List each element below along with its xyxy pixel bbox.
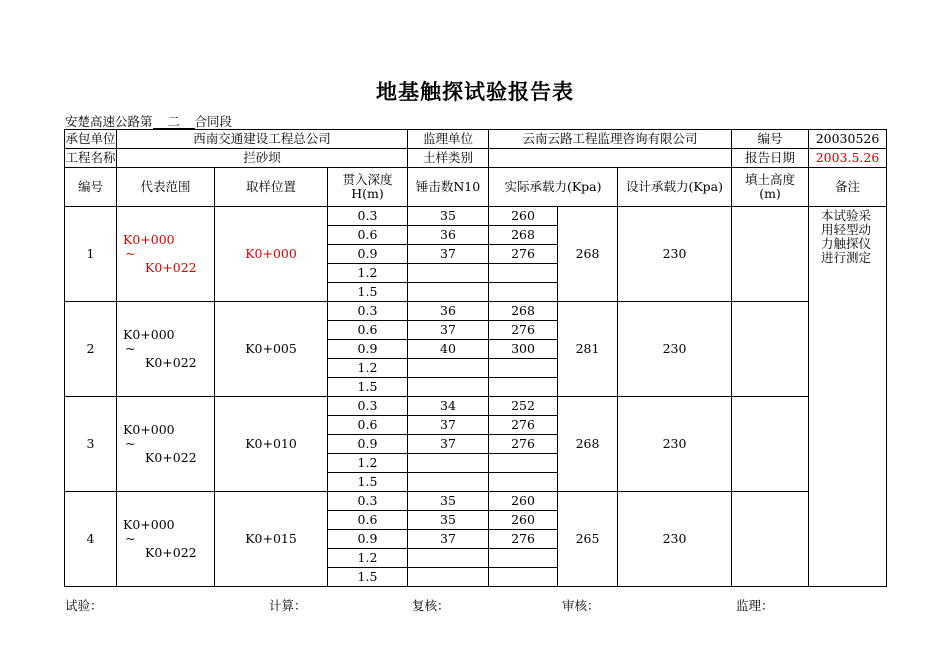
actual-bearing: 268 xyxy=(558,207,618,302)
measurement-row xyxy=(65,397,887,416)
bearing-cell xyxy=(489,473,558,492)
depth-cell: 0.6 xyxy=(328,321,408,340)
actual-bearing: 281 xyxy=(558,302,618,397)
bearing-cell xyxy=(489,454,558,473)
depth-cell: 1.2 xyxy=(328,549,408,568)
header-range: 代表范围 xyxy=(117,168,215,207)
blows-cell xyxy=(408,568,489,587)
range-separator: ~ xyxy=(125,436,136,451)
depth-cell: 0.6 xyxy=(328,416,408,435)
code-value: 20030526 xyxy=(809,130,887,149)
contract-prefix: 安楚高速公路第 xyxy=(65,114,153,129)
group-number: 4 xyxy=(65,492,117,587)
bearing-cell: 300 xyxy=(489,340,558,359)
footer-supervise: 监理： xyxy=(736,598,774,613)
header-design: 设计承载力(Kpa) xyxy=(618,168,732,207)
blows-cell xyxy=(408,359,489,378)
blows-cell xyxy=(408,549,489,568)
bearing-cell: 276 xyxy=(489,245,558,264)
blows-cell: 36 xyxy=(408,302,489,321)
header-remark: 备注 xyxy=(809,168,887,207)
header-depth-line2: H(m) xyxy=(351,186,384,201)
supervisor-label: 监理单位 xyxy=(408,130,489,149)
blows-cell: 35 xyxy=(408,207,489,226)
report-title: 地基触探试验报告表 xyxy=(376,79,574,104)
depth-cell: 1.5 xyxy=(328,473,408,492)
blows-cell: 37 xyxy=(408,416,489,435)
bearing-cell: 276 xyxy=(489,435,558,454)
bearing-cell xyxy=(489,283,558,302)
bearing-cell: 268 xyxy=(489,302,558,321)
date-label: 报告日期 xyxy=(732,149,809,168)
supervisor-value: 云南云路工程监理咨询有限公司 xyxy=(489,130,732,149)
info-row-1 xyxy=(65,130,887,149)
range-start: K0+000 xyxy=(123,422,175,437)
soil-label: 土样类别 xyxy=(408,149,489,168)
blows-cell: 34 xyxy=(408,397,489,416)
footer-review: 复核： xyxy=(412,598,450,613)
actual-bearing: 265 xyxy=(558,492,618,587)
contractor-label: 承包单位 xyxy=(65,130,117,149)
footer-calc: 计算： xyxy=(269,598,307,613)
depth-cell: 0.3 xyxy=(328,302,408,321)
header-actual: 实际承载力(Kpa) xyxy=(489,168,618,207)
blows-cell xyxy=(408,454,489,473)
contract-section-number: 二 xyxy=(153,115,195,129)
design-bearing: 230 xyxy=(618,302,732,397)
bearing-cell xyxy=(489,378,558,397)
footer-test: 试验： xyxy=(65,598,103,613)
range-end: K0+022 xyxy=(145,260,197,275)
code-label: 编号 xyxy=(732,130,809,149)
depth-cell: 0.6 xyxy=(328,226,408,245)
contract-suffix: 合同段 xyxy=(194,114,233,129)
remark-note: 本试验采用轻型动力触探仪进行测定 xyxy=(809,207,887,587)
soil-value xyxy=(489,149,732,168)
depth-cell: 0.3 xyxy=(328,492,408,511)
blows-cell xyxy=(408,378,489,397)
bearing-cell xyxy=(489,568,558,587)
header-position: 取样位置 xyxy=(215,168,328,207)
header-depth-line1: 贯入深度 xyxy=(342,172,393,187)
fill-height xyxy=(732,492,809,587)
header-blows: 锤击数N10 xyxy=(408,168,489,207)
header-fill-line1: 填土高度 xyxy=(744,172,795,187)
depth-cell: 0.9 xyxy=(328,435,408,454)
header-fill-line2: (m) xyxy=(759,186,781,201)
blows-cell: 37 xyxy=(408,321,489,340)
group-range xyxy=(117,397,215,492)
sample-position: K0+010 xyxy=(215,397,328,492)
fill-height xyxy=(732,207,809,302)
measurement-row xyxy=(65,207,887,226)
project-value: 拦砂坝 xyxy=(117,149,408,168)
group-number: 3 xyxy=(65,397,117,492)
blows-cell xyxy=(408,283,489,302)
bearing-cell xyxy=(489,264,558,283)
range-separator: ~ xyxy=(125,531,136,546)
group-number: 1 xyxy=(65,207,117,302)
design-bearing: 230 xyxy=(618,397,732,492)
depth-cell: 0.9 xyxy=(328,340,408,359)
header-row xyxy=(65,168,887,207)
bearing-cell: 252 xyxy=(489,397,558,416)
sample-position: K0+015 xyxy=(215,492,328,587)
blows-cell: 37 xyxy=(408,435,489,454)
group-range xyxy=(117,492,215,587)
measurement-row xyxy=(65,302,887,321)
group-range xyxy=(117,207,215,302)
blows-cell: 37 xyxy=(408,530,489,549)
range-separator: ~ xyxy=(125,246,136,261)
design-bearing: 230 xyxy=(618,207,732,302)
sample-position: K0+005 xyxy=(215,302,328,397)
blows-cell xyxy=(408,264,489,283)
bearing-cell xyxy=(489,359,558,378)
header-depth xyxy=(328,168,408,207)
footer-audit: 审核： xyxy=(562,598,600,613)
depth-cell: 0.6 xyxy=(328,511,408,530)
sample-position: K0+000 xyxy=(215,207,328,302)
range-end: K0+022 xyxy=(145,355,197,370)
report-table xyxy=(64,129,887,587)
blows-cell: 36 xyxy=(408,226,489,245)
project-label: 工程名称 xyxy=(65,149,117,168)
blows-cell: 35 xyxy=(408,511,489,530)
design-bearing: 230 xyxy=(618,492,732,587)
fill-height xyxy=(732,397,809,492)
depth-cell: 1.5 xyxy=(328,378,408,397)
bearing-cell: 260 xyxy=(489,207,558,226)
group-number: 2 xyxy=(65,302,117,397)
depth-cell: 1.2 xyxy=(328,264,408,283)
bearing-cell: 276 xyxy=(489,530,558,549)
bearing-cell: 276 xyxy=(489,416,558,435)
group-range xyxy=(117,302,215,397)
bearing-cell: 260 xyxy=(489,492,558,511)
blows-cell: 40 xyxy=(408,340,489,359)
header-no: 编号 xyxy=(65,168,117,207)
depth-cell: 0.3 xyxy=(328,397,408,416)
header-fill xyxy=(732,168,809,207)
bearing-cell: 260 xyxy=(489,511,558,530)
bearing-cell xyxy=(489,549,558,568)
bearing-cell: 276 xyxy=(489,321,558,340)
range-start: K0+000 xyxy=(123,327,175,342)
depth-cell: 1.5 xyxy=(328,568,408,587)
range-end: K0+022 xyxy=(145,545,197,560)
bearing-cell: 268 xyxy=(489,226,558,245)
depth-cell: 1.2 xyxy=(328,359,408,378)
contract-section-line xyxy=(65,112,232,130)
blows-cell xyxy=(408,473,489,492)
fill-height xyxy=(732,302,809,397)
depth-cell: 0.9 xyxy=(328,530,408,549)
range-end: K0+022 xyxy=(145,450,197,465)
depth-cell: 0.9 xyxy=(328,245,408,264)
measurement-row xyxy=(65,492,887,511)
info-row-2 xyxy=(65,149,887,168)
blows-cell: 37 xyxy=(408,245,489,264)
range-separator: ~ xyxy=(125,341,136,356)
range-start: K0+000 xyxy=(123,232,175,247)
date-value: 2003.5.26 xyxy=(809,149,887,168)
depth-cell: 1.5 xyxy=(328,283,408,302)
actual-bearing: 268 xyxy=(558,397,618,492)
depth-cell: 0.3 xyxy=(328,207,408,226)
blows-cell: 35 xyxy=(408,492,489,511)
range-start: K0+000 xyxy=(123,517,175,532)
contractor-value: 西南交通建设工程总公司 xyxy=(117,130,408,149)
depth-cell: 1.2 xyxy=(328,454,408,473)
